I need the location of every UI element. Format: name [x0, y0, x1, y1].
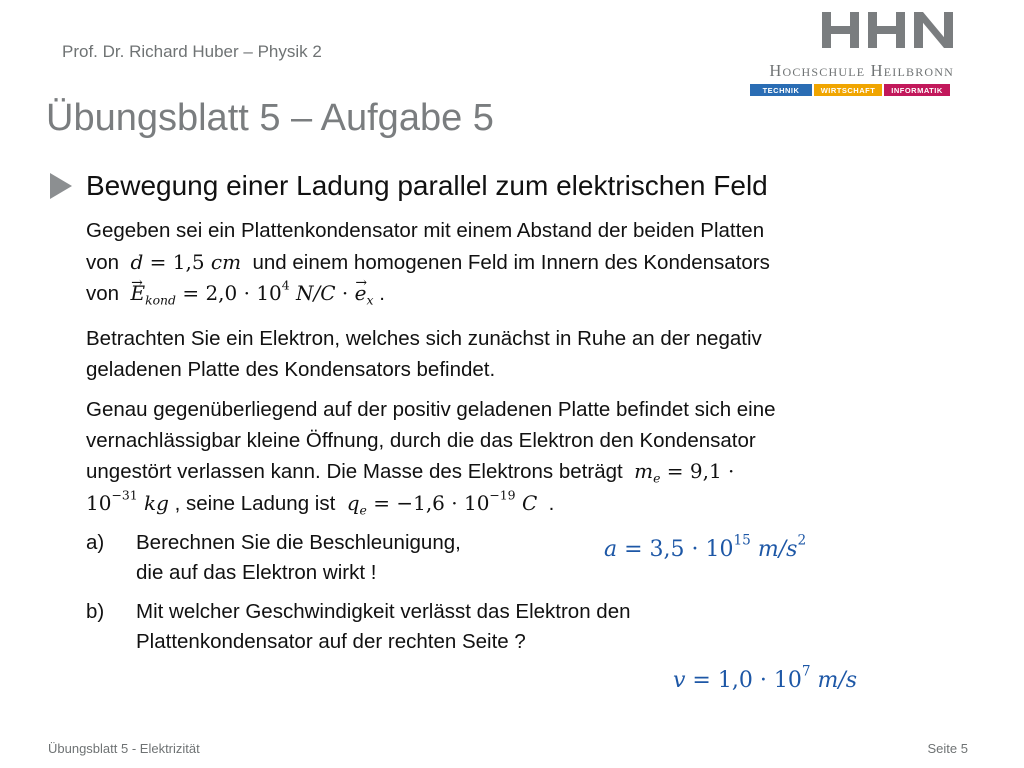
hhn-logo-mark — [822, 10, 954, 50]
p3-text-mass: ungestört verlassen kann. Die Masse des Elektrons beträgt — [86, 460, 623, 483]
p3-line4 — [86, 488, 966, 520]
formula-ex-var: → e — [355, 278, 367, 309]
formula-mass-exp — [86, 486, 169, 515]
logo-bands — [750, 84, 950, 96]
formula-q-exp: −19 — [489, 486, 516, 502]
formula-e-dot: · — [335, 281, 355, 305]
answer-b-mid: = 1,0 · 10 — [685, 668, 802, 693]
p3-line1: Genau gegenüberliegend auf der positiv geladenen Platte befindet sich eine — [86, 398, 776, 421]
task-a-label: a) — [86, 531, 105, 554]
formula-mass — [634, 459, 735, 486]
answer-b-formula — [673, 663, 858, 693]
logo-name: Hochschule Heilbronn — [769, 61, 954, 80]
formula-e-sub: kond — [145, 292, 176, 308]
formula-q-sub: e — [359, 501, 367, 517]
answer-a-var: a — [604, 537, 618, 562]
logo-band-informatik: INFORMATIK — [884, 84, 950, 96]
hhn-logo — [750, 10, 955, 95]
p3-text-period: . — [548, 491, 555, 515]
p1-line3 — [86, 278, 966, 310]
answer-b-unit: m/s — [817, 668, 858, 693]
formula-ex-sub: x — [366, 292, 374, 308]
formula-m-rest: = 9,1 · — [660, 459, 735, 483]
p3-text-charge: , seine Ladung ist — [174, 491, 336, 515]
logo-band-technik: TECHNIK — [750, 84, 812, 96]
answer-a — [604, 532, 807, 562]
footer-left: Übungsblatt 5 - Elektrizität — [48, 741, 200, 756]
formula-e-unit: N/C — [296, 281, 336, 305]
formula-d-unit: cm — [210, 249, 242, 274]
answer-a-unit-exp: 2 — [797, 532, 807, 549]
task-b-line2: Plattenkondensator auf der rechten Seite ? — [136, 630, 526, 653]
page-number: Seite 5 — [927, 741, 968, 756]
task-b-label: b) — [86, 600, 105, 623]
formula-distance — [130, 250, 241, 274]
answer-a-exp: 15 — [733, 532, 751, 549]
p1-line2 — [86, 247, 966, 279]
answer-a-formula — [604, 532, 807, 562]
formula-q-var: q — [346, 490, 360, 515]
formula-e-exp: 4 — [281, 277, 290, 293]
bullet-text: Bewegung einer Ladung parallel zum elektrischen Feld — [86, 170, 768, 201]
task-b-text — [136, 597, 631, 657]
p1-line1: Gegeben sei ein Plattenkondensator mit einem Abstand der beiden Platten — [86, 219, 765, 242]
formula-charge — [346, 486, 538, 517]
formula-d-rest: = 1,5 — [143, 249, 211, 274]
answer-b — [673, 663, 858, 693]
formula-q-rest: = −1,6 · 10 — [366, 490, 490, 515]
formula-d-var: d — [130, 249, 144, 274]
answer-a-unit: m/s — [757, 537, 798, 562]
formula-e-var: → E — [130, 278, 145, 309]
p2-line1: Betrachten Sie ein Elektron, welches sich zunächst in Ruhe an der negativ — [86, 327, 762, 350]
formula-q-unit: C — [521, 490, 538, 515]
task-a-text — [136, 528, 461, 588]
answer-a-mid: = 3,5 · 10 — [617, 537, 734, 562]
paragraph-given — [86, 216, 966, 310]
paragraph-electron — [86, 324, 966, 385]
bullet-heading — [50, 170, 768, 202]
p2-line2: geladenen Platte des Kondensators befindet. — [86, 357, 496, 381]
task-a — [86, 528, 461, 588]
answer-b-exp: 7 — [801, 663, 811, 680]
task-a-line2: die auf das Elektron wirkt ! — [136, 561, 377, 584]
formula-m-var: m — [634, 459, 654, 483]
task-b-line1: Mit welcher Geschwindigkeit verlässt das Elektron den — [136, 600, 631, 623]
formula-e-mid: = 2,0 · 10 — [175, 281, 282, 305]
slide-title: Übungsblatt 5 – Aufgabe 5 — [46, 97, 494, 139]
p1-text-field: und einem homogenen Feld im Innern des Kondensators — [252, 250, 770, 274]
answer-b-var: v — [673, 668, 686, 693]
logo-band-wirtschaft: WIRTSCHAFT — [814, 84, 882, 96]
formula-m2-base: 10 — [86, 490, 112, 515]
task-b — [86, 597, 631, 657]
p1-text-von-2: von — [86, 282, 120, 305]
p3-line2: vernachlässigbar kleine Öffnung, durch die das Elektron den Kondensator — [86, 428, 756, 452]
header-subtitle: Prof. Dr. Richard Huber – Physik 2 — [62, 42, 322, 61]
p1-text-von: von — [86, 250, 120, 274]
formula-m2-exp: −31 — [111, 486, 138, 502]
formula-m2-unit: kg — [143, 490, 169, 515]
p3-line3 — [86, 456, 966, 488]
paragraph-opening — [86, 395, 966, 519]
task-a-line1: Berechnen Sie die Beschleunigung, — [136, 531, 461, 554]
formula-m-sub: e — [653, 470, 661, 486]
formula-field — [130, 277, 374, 308]
bullet-arrow-icon — [50, 173, 72, 199]
p1-text-period: . — [379, 282, 385, 305]
